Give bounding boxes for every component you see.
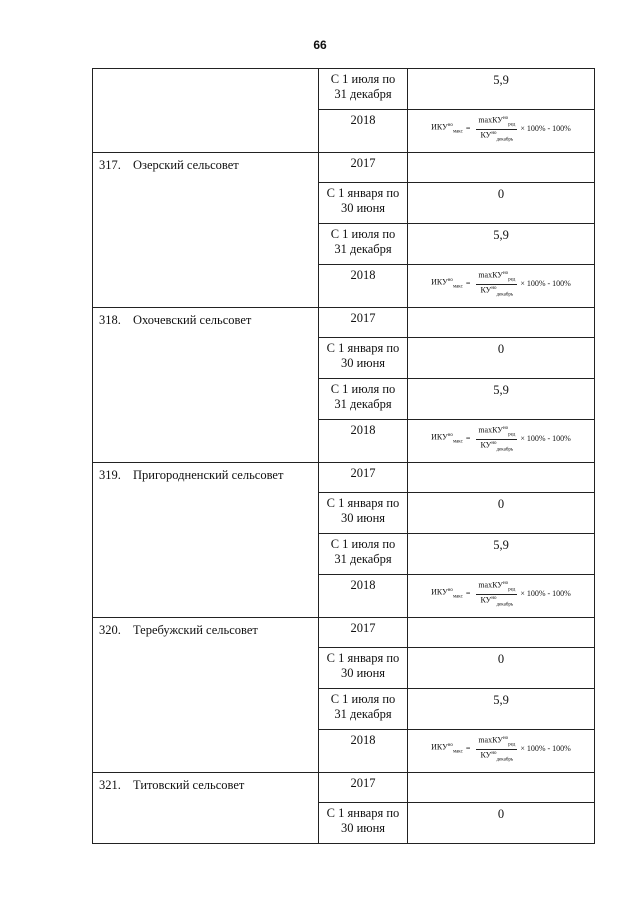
value-cell: 5,9: [408, 379, 595, 420]
period-cell: [319, 265, 408, 308]
value-cell: [408, 153, 595, 183]
value-cell: 5,9: [408, 689, 595, 730]
formula-numerator: maxКУ$^{но}_{ред}$: [478, 580, 516, 593]
period-cell: [319, 224, 408, 265]
entry-number: 317.: [99, 158, 121, 172]
period-line: 2017: [350, 311, 376, 325]
table-row: [93, 773, 595, 803]
period-cell: [319, 689, 408, 730]
formula-fraction: [476, 736, 517, 762]
page-number: 66: [313, 38, 327, 52]
formula-lhs: $ИКУ^{но}_{макс}$: [431, 433, 463, 445]
period-cell: [319, 730, 408, 773]
formula-denominator: $КУ^{но}_{декабрь}$: [480, 750, 514, 762]
formula-tail: × 100% - 100%: [520, 434, 571, 443]
formula-cell: [408, 575, 595, 618]
continued-name-cell: [93, 69, 319, 153]
period-line: 30 июня: [340, 511, 386, 525]
period-cell: [319, 493, 408, 534]
table-row: [93, 463, 595, 493]
formula-fraction: [476, 426, 517, 452]
period-line: 31 декабря: [334, 242, 392, 256]
settlement-name-cell: [93, 308, 319, 463]
period-cell: [319, 338, 408, 379]
period-line: С 1 июля по: [330, 537, 396, 551]
settlement-name-cell: [93, 463, 319, 618]
value-cell: 5,9: [408, 224, 595, 265]
settlement-name: Титовский сельсовет: [133, 778, 245, 792]
formula-fraction: [476, 581, 517, 607]
period-cell: [319, 379, 408, 420]
period-cell: [319, 153, 408, 183]
period-line: 2018: [350, 733, 376, 747]
value-cell: 0: [408, 803, 595, 844]
period-line: С 1 июля по: [330, 227, 396, 241]
formula-tail: × 100% - 100%: [520, 589, 571, 598]
formula-fraction: [476, 271, 517, 297]
period-cell: [319, 183, 408, 224]
period-line: 2018: [350, 578, 376, 592]
period-cell: [319, 648, 408, 689]
formula-equals: =: [465, 589, 471, 598]
settlement-name-cell: [93, 153, 319, 308]
settlement-name: Теребужский сельсовет: [133, 623, 258, 637]
period-cell: [319, 773, 408, 803]
entry-number: 318.: [99, 313, 121, 327]
period-line: 31 декабря: [334, 87, 392, 101]
formula-numerator: maxКУ$^{но}_{ред}$: [478, 425, 516, 438]
period-cell: [319, 69, 408, 110]
value-cell: 5,9: [408, 69, 595, 110]
growth-formula: [408, 734, 594, 764]
table-row: [93, 618, 595, 648]
period-line: 2018: [350, 268, 376, 282]
tariff-table-body: [93, 69, 595, 844]
entry-number: 320.: [99, 623, 121, 637]
period-cell: [319, 803, 408, 844]
period-cell: [319, 618, 408, 648]
formula-lhs: $ИКУ^{но}_{макс}$: [431, 743, 463, 755]
value-cell: [408, 773, 595, 803]
formula-numerator: maxКУ$^{но}_{ред}$: [478, 115, 516, 128]
growth-formula: [408, 579, 594, 609]
value-cell: [408, 618, 595, 648]
formula-denominator: $КУ^{но}_{декабрь}$: [480, 595, 514, 607]
formula-equals: =: [465, 434, 471, 443]
formula-denominator: $КУ^{но}_{декабрь}$: [480, 440, 514, 452]
settlement-name-cell: [93, 773, 319, 844]
value-cell: 0: [408, 338, 595, 379]
growth-formula: [408, 424, 594, 454]
period-line: С 1 июля по: [330, 382, 396, 396]
period-line: 2017: [350, 776, 376, 790]
period-line: 31 декабря: [334, 707, 392, 721]
period-line: 2017: [350, 621, 376, 635]
period-line: 31 декабря: [334, 397, 392, 411]
table-row: [93, 69, 595, 110]
formula-denominator: $КУ^{но}_{декабрь}$: [480, 130, 514, 142]
formula-cell: [408, 110, 595, 153]
formula-lhs: $ИКУ^{но}_{макс}$: [431, 588, 463, 600]
value-cell: [408, 463, 595, 493]
value-cell: [408, 308, 595, 338]
growth-formula: [408, 114, 594, 144]
tariff-table: [92, 68, 595, 844]
period-line: С 1 июля по: [330, 72, 396, 86]
entry-number: 319.: [99, 468, 121, 482]
period-cell: [319, 575, 408, 618]
period-line: 30 июня: [340, 666, 386, 680]
value-cell: 0: [408, 648, 595, 689]
period-cell: [319, 308, 408, 338]
period-line: С 1 января по: [326, 186, 400, 200]
period-line: С 1 июля по: [330, 692, 396, 706]
period-line: С 1 января по: [326, 806, 400, 820]
formula-numerator: maxКУ$^{но}_{ред}$: [478, 270, 516, 283]
formula-tail: × 100% - 100%: [520, 744, 571, 753]
formula-fraction: [476, 116, 517, 142]
formula-equals: =: [465, 744, 471, 753]
formula-tail: × 100% - 100%: [520, 124, 571, 133]
value-cell: 5,9: [408, 534, 595, 575]
period-line: 30 июня: [340, 201, 386, 215]
period-cell: [319, 420, 408, 463]
period-line: 31 декабря: [334, 552, 392, 566]
formula-lhs: $ИКУ^{но}_{макс}$: [431, 123, 463, 135]
table-row: [93, 153, 595, 183]
formula-equals: =: [465, 279, 471, 288]
period-cell: [319, 534, 408, 575]
formula-cell: [408, 265, 595, 308]
period-line: 30 июня: [340, 356, 386, 370]
entry-number: 321.: [99, 778, 121, 792]
period-line: 2017: [350, 156, 376, 170]
period-cell: [319, 110, 408, 153]
period-line: С 1 января по: [326, 496, 400, 510]
period-line: 30 июня: [340, 821, 386, 835]
settlement-name: Пригородненский сельсовет: [133, 468, 284, 482]
value-cell: 0: [408, 493, 595, 534]
formula-tail: × 100% - 100%: [520, 279, 571, 288]
table-row: [93, 308, 595, 338]
settlement-name: Охочевский сельсовет: [133, 313, 252, 327]
value-cell: 0: [408, 183, 595, 224]
period-line: С 1 января по: [326, 341, 400, 355]
settlement-name: Озерский сельсовет: [133, 158, 239, 172]
period-line: 2018: [350, 423, 376, 437]
formula-lhs: $ИКУ^{но}_{макс}$: [431, 278, 463, 290]
growth-formula: [408, 269, 594, 299]
period-line: С 1 января по: [326, 651, 400, 665]
formula-denominator: $КУ^{но}_{декабрь}$: [480, 285, 514, 297]
period-line: 2018: [350, 113, 376, 127]
formula-equals: =: [465, 124, 471, 133]
formula-cell: [408, 420, 595, 463]
formula-cell: [408, 730, 595, 773]
period-cell: [319, 463, 408, 493]
settlement-name-cell: [93, 618, 319, 773]
period-line: 2017: [350, 466, 376, 480]
formula-numerator: maxКУ$^{но}_{ред}$: [478, 735, 516, 748]
